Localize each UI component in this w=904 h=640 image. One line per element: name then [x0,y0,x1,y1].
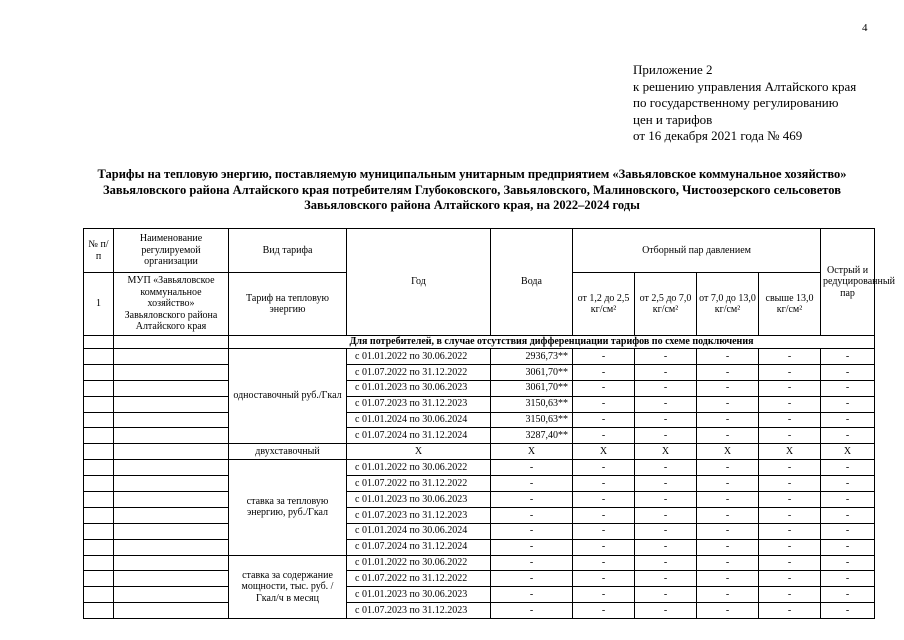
appendix-line: к решению управления Алтайского края [633,78,857,94]
p1-cell: - [573,364,635,380]
water-cell: - [491,539,573,555]
p3-cell: - [697,507,759,523]
p2-cell: - [635,603,697,619]
p2-cell: - [635,349,697,365]
header-pressure-1: от 1,2 до 2,5 кг/см² [573,273,635,336]
water-cell: - [491,587,573,603]
p4-cell: - [759,603,821,619]
p4-cell: - [759,523,821,539]
p2-cell: - [635,412,697,428]
period-cell: с 01.07.2023 по 31.12.2023 [347,396,491,412]
live-steam-cell: - [821,555,875,571]
water-cell: - [491,460,573,476]
document-title [60,167,884,214]
period-cell: с 01.01.2023 по 30.06.2023 [347,587,491,603]
water-cell: 3150,63** [491,396,573,412]
period-cell: с 01.01.2023 по 30.06.2023 [347,492,491,508]
section-title: Для потребителей, в случае отсутствия дифференциации тарифов по схеме подключения [229,336,875,349]
table-row [84,603,875,619]
period-cell: X [347,444,491,460]
p1-cell: - [573,412,635,428]
water-cell: 2936,73** [491,349,573,365]
table-header [84,229,895,336]
group-two-rate: двухставочный [229,444,347,460]
p3-cell: - [697,460,759,476]
title-line: Тарифы на тепловую энергию, поставляемую муниципальным унитарным предприятием «Завьяловское коммунальное хозяйство» [97,167,847,181]
water-cell: 3287,40** [491,428,573,444]
live-steam-cell: - [821,460,875,476]
p1-cell: - [573,428,635,444]
p2-cell: - [635,460,697,476]
p3-cell: - [697,571,759,587]
p1-cell: X [573,444,635,460]
appendix-line: от 16 декабря 2021 года № 469 [633,128,803,143]
water-cell: - [491,571,573,587]
live-steam-cell: - [821,587,875,603]
p2-cell: - [635,380,697,396]
p1-cell: - [573,349,635,365]
p2-cell: X [635,444,697,460]
live-steam-cell: X [821,444,875,460]
p2-cell: - [635,396,697,412]
water-cell: - [491,603,573,619]
water-cell: 3061,70** [491,380,573,396]
p1-cell: - [573,396,635,412]
p3-cell: - [697,380,759,396]
p4-cell: - [759,396,821,412]
p3-cell: - [697,539,759,555]
table-row [84,428,875,444]
org-tariff: Тариф на тепловую энергию [229,273,347,336]
period-cell: с 01.01.2023 по 30.06.2023 [347,380,491,396]
live-steam-cell: - [821,476,875,492]
header-tariff-type: Вид тарифа [229,229,347,273]
live-steam-cell: - [821,507,875,523]
p4-cell: X [759,444,821,460]
p4-cell: - [759,412,821,428]
table-row [84,349,875,365]
p1-cell: - [573,380,635,396]
water-cell: X [491,444,573,460]
p3-cell: - [697,349,759,365]
water-cell: - [491,523,573,539]
live-steam-cell: - [821,523,875,539]
p3-cell: - [697,364,759,380]
live-steam-cell: - [821,571,875,587]
title-line: Завьяловского района Алтайского края потребителям Глубоковского, Завьяловского, Малиновского, Чистоозерского сельсоветов [103,182,841,197]
p2-cell: - [635,555,697,571]
tariff-table [83,228,895,619]
header-live-steam: Острый и редуцированный пар [821,229,875,336]
p3-cell: - [697,428,759,444]
p1-cell: - [573,587,635,603]
live-steam-cell: - [821,539,875,555]
period-cell: с 01.01.2022 по 30.06.2022 [347,460,491,476]
p3-cell: - [697,603,759,619]
header-pressure-group: Отборный пар давлением [573,229,821,273]
org-name: МУП «Завьяловское коммунальное хозяйство» Завьяловского района Алтайского края [114,273,229,336]
live-steam-cell: - [821,364,875,380]
table-body [84,336,875,619]
p2-cell: - [635,507,697,523]
water-cell: - [491,492,573,508]
p3-cell: - [697,396,759,412]
table-row [84,476,875,492]
table-row [84,444,875,460]
p1-cell: - [573,603,635,619]
period-cell: с 01.07.2022 по 31.12.2022 [347,476,491,492]
p4-cell: - [759,364,821,380]
live-steam-cell: - [821,492,875,508]
p4-cell: - [759,539,821,555]
appendix-line: цен и тарифов [633,111,713,127]
water-cell: - [491,507,573,523]
live-steam-cell: - [821,396,875,412]
p2-cell: - [635,539,697,555]
live-steam-cell: - [821,380,875,396]
p1-cell: - [573,492,635,508]
p4-cell: - [759,460,821,476]
table-row [84,380,875,396]
p1-cell: - [573,539,635,555]
live-steam-cell: - [821,349,875,365]
table-row [84,412,875,428]
period-cell: с 01.07.2022 по 31.12.2022 [347,364,491,380]
p2-cell: - [635,364,697,380]
section-empty-cell [84,336,114,349]
p2-cell: - [635,587,697,603]
p4-cell: - [759,555,821,571]
p3-cell: - [697,523,759,539]
p2-cell: - [635,523,697,539]
p4-cell: - [759,492,821,508]
p3-cell: - [697,476,759,492]
section-empty-cell [114,336,229,349]
p4-cell: - [759,428,821,444]
live-steam-cell: - [821,428,875,444]
p1-cell: - [573,555,635,571]
p3-cell: - [697,587,759,603]
p4-cell: - [759,380,821,396]
p1-cell: - [573,571,635,587]
table-row [84,507,875,523]
page-number: 4 [862,22,868,34]
header-num: № п/п [84,229,114,273]
period-cell: с 01.01.2022 по 30.06.2022 [347,349,491,365]
appendix-line: по государственному регулированию [633,95,839,110]
period-cell: с 01.07.2024 по 31.12.2024 [347,428,491,444]
p4-cell: - [759,571,821,587]
p1-cell: - [573,476,635,492]
period-cell: с 01.07.2022 по 31.12.2022 [347,571,491,587]
p1-cell: - [573,460,635,476]
table-row [84,571,875,587]
group-energy-rate: ставка за тепловую энергию, руб./Гкал [229,460,347,555]
water-cell: - [491,476,573,492]
table-row [84,555,875,571]
header-water: Вода [491,229,573,336]
table-row [84,396,875,412]
period-cell: с 01.07.2023 по 31.12.2023 [347,507,491,523]
appendix-line: Приложение 2 [633,62,713,77]
table-row [84,492,875,508]
org-num: 1 [84,273,114,336]
header-pressure-3: от 7,0 до 13,0 кг/см² [697,273,759,336]
water-cell: 3150,63** [491,412,573,428]
p3-cell: - [697,492,759,508]
table-row [84,539,875,555]
p3-cell: - [697,412,759,428]
period-cell: с 01.01.2024 по 30.06.2024 [347,412,491,428]
appendix-block [633,62,856,145]
header-org: Наименование регулируемой организации [114,229,229,273]
period-cell: с 01.01.2022 по 30.06.2022 [347,555,491,571]
p4-cell: - [759,507,821,523]
water-cell: - [491,555,573,571]
p2-cell: - [635,476,697,492]
period-cell: с 01.01.2024 по 30.06.2024 [347,523,491,539]
p4-cell: - [759,476,821,492]
period-cell: с 01.07.2024 по 31.12.2024 [347,539,491,555]
p1-cell: - [573,507,635,523]
water-cell: 3061,70** [491,364,573,380]
p4-cell: - [759,349,821,365]
table-row [84,364,875,380]
table-row [84,587,875,603]
p1-cell: - [573,523,635,539]
period-cell: с 01.07.2023 по 31.12.2023 [347,603,491,619]
p2-cell: - [635,428,697,444]
header-pressure-4: свыше 13,0 кг/см² [759,273,821,336]
table-row [84,523,875,539]
p2-cell: - [635,571,697,587]
live-steam-cell: - [821,412,875,428]
header-year: Год [347,229,491,336]
title-line: Завьяловского района Алтайского края, на 2022–2024 годы [304,198,640,212]
group-single-rate: одноставочный руб./Гкал [229,349,347,444]
group-capacity-rate: ставка за содержание мощности, тыс. руб. /Гкал/ч в месяц [229,555,347,619]
p3-cell: X [697,444,759,460]
table-row [84,460,875,476]
header-pressure-2: от 2,5 до 7,0 кг/см² [635,273,697,336]
live-steam-cell: - [821,603,875,619]
p2-cell: - [635,492,697,508]
p3-cell: - [697,555,759,571]
p4-cell: - [759,587,821,603]
